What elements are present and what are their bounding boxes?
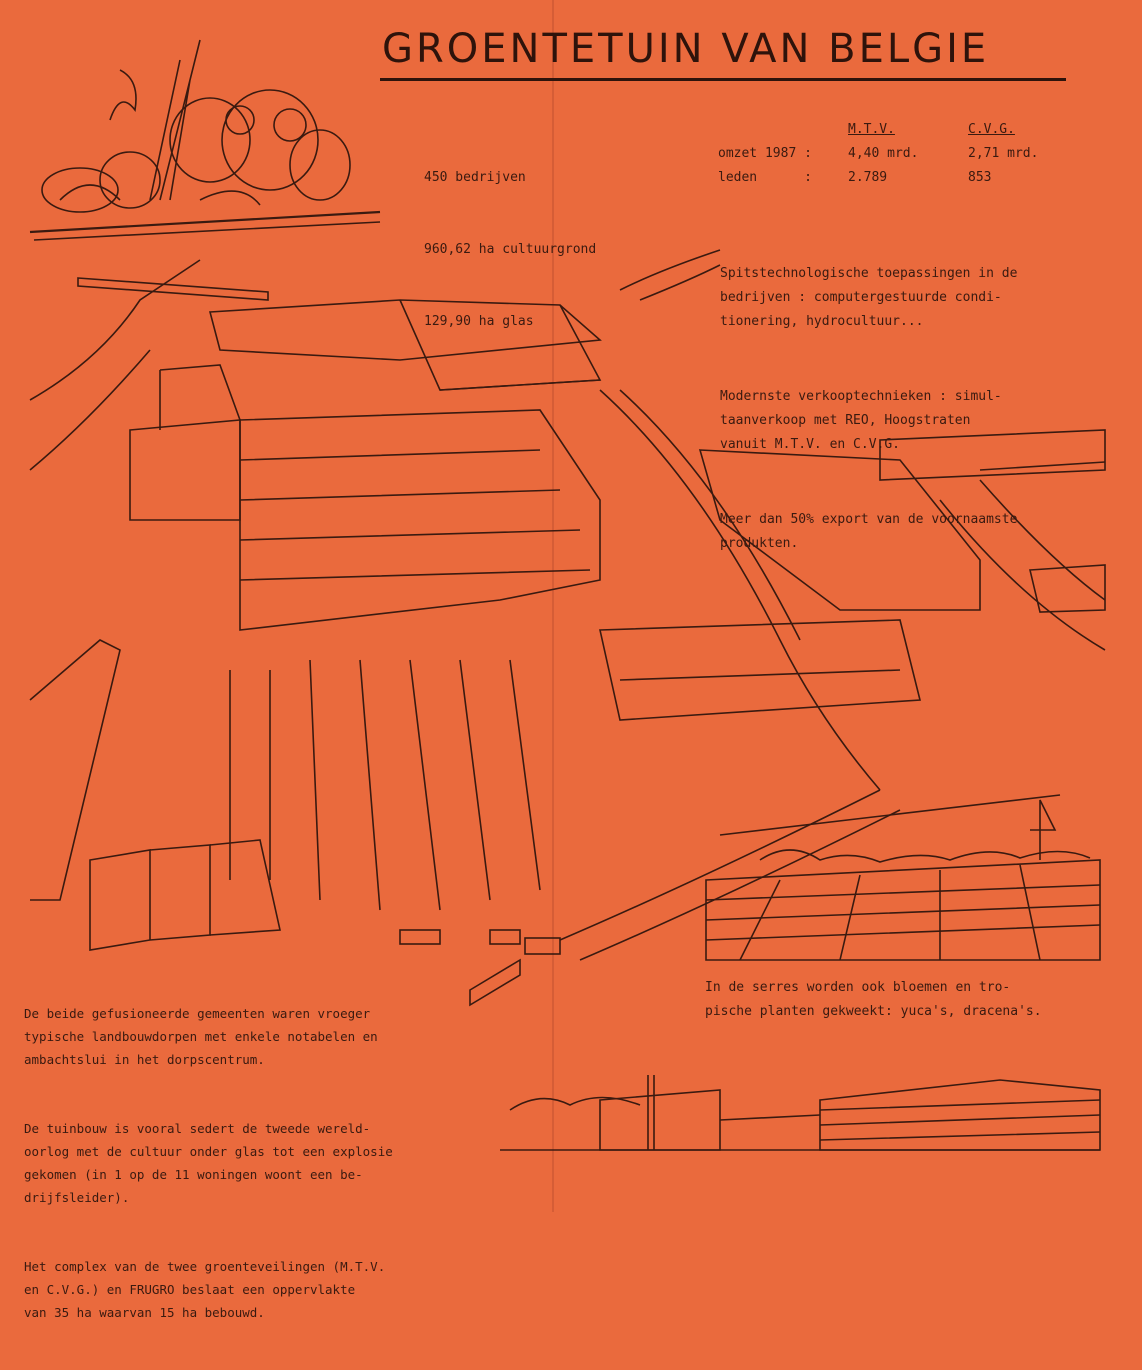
flowers-caption: In de serres worden ook bloemen en tro- pische planten gekweekt: yuca's, dracena's. — [705, 980, 1042, 1019]
highlight-paragraph: Modernste verkooptechnieken : simul- taanverkoop met REO, Hoogstraten vanuit M.T.V. en C.V.G. — [720, 389, 1002, 452]
history-paragraph: De tuinbouw is vooral sedert de tweede wereld- oorlog met de cultuur onder glas tot een explosie gekomen (in 1 op de 11 woningen woont een be- drijfsleider). — [24, 1121, 393, 1205]
table-cell: 2.789 — [848, 170, 888, 185]
table-header-row — [718, 118, 1088, 142]
stat-line: 129,90 ha glas — [424, 314, 534, 329]
table-cell: leden : — [718, 170, 812, 185]
stat-line: 960,62 ha cultuurgrond — [424, 242, 597, 257]
title-underline — [380, 78, 1066, 81]
auction-building-sketch — [500, 1075, 1100, 1150]
table-cell: omzet 1987 : — [718, 146, 812, 161]
table-header-cvg: C.V.G. — [968, 122, 1015, 137]
table-cell: 4,40 mrd. — [848, 146, 919, 161]
table-row — [718, 142, 1088, 166]
table-cell: 2,71 mrd. — [968, 146, 1039, 161]
auction-table — [718, 118, 1088, 190]
stats-block — [424, 118, 596, 382]
history-paragraph: De beide gefusioneerde gemeenten waren vroeger typische landbouwdorpen met enkele notabelen en ambachtslui in het dorpscentrum. — [24, 1006, 378, 1067]
table-header-mtv: M.T.V. — [848, 122, 895, 137]
table-row — [718, 166, 1088, 190]
stat-line: 450 bedrijven — [424, 170, 526, 185]
table-cell: 853 — [968, 170, 992, 185]
page-title: GROENTETUIN VAN BELGIE — [382, 26, 990, 72]
vegetables-illustration — [30, 40, 380, 240]
highlight-paragraph: Spitstechnologische toepassingen in de bedrijven : computergestuurde condi- tionering, hydrocultuur... — [720, 266, 1018, 329]
history-block — [24, 956, 393, 1370]
highlight-paragraph: Meer dan 50% export van de voornaamste produkten. — [720, 512, 1018, 551]
field-landscape-sketch — [706, 795, 1100, 960]
table-header-cell — [718, 118, 848, 142]
history-paragraph: Het complex van de twee groenteveilingen (M.T.V. en C.V.G.) en FRUGRO beslaat een oppervlakte van 35 ha waarvan 15 ha bebouwd. — [24, 1259, 386, 1320]
highlights-block — [720, 214, 1017, 607]
